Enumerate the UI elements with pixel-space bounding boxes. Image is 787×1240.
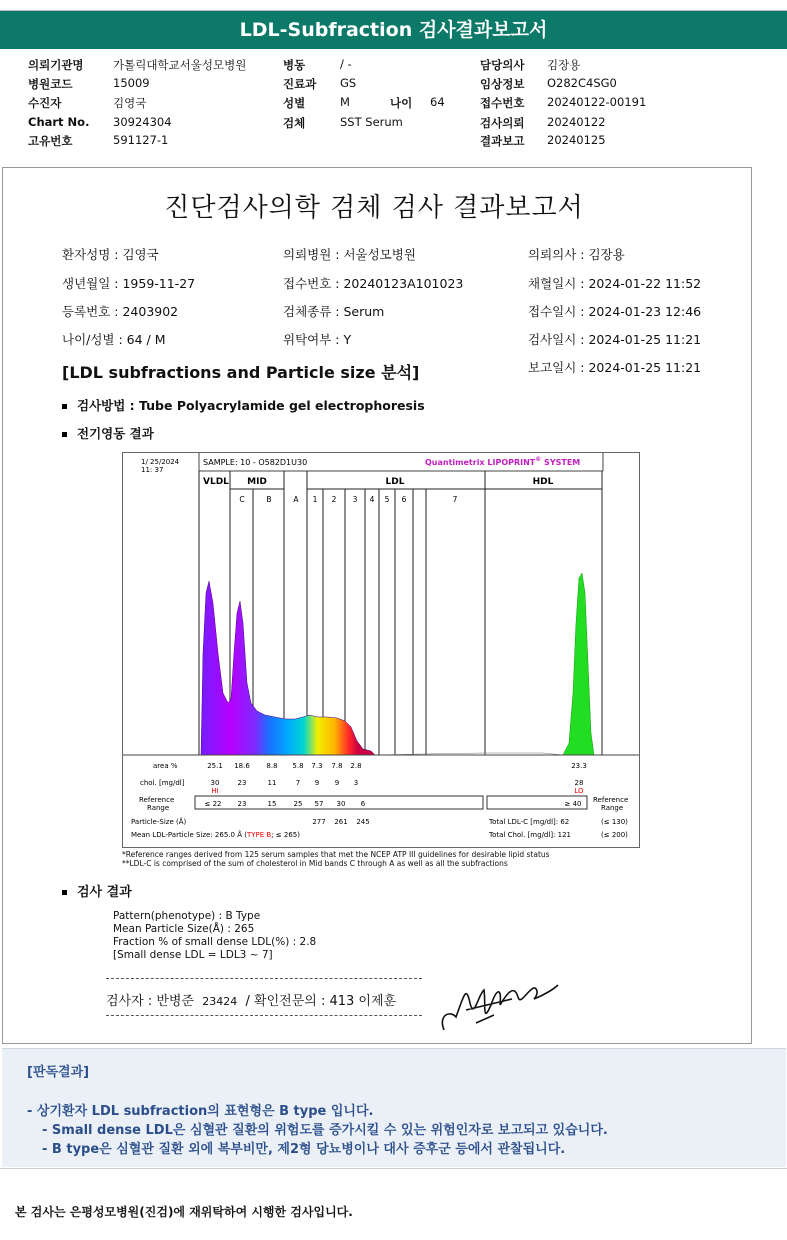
label-report-date: 결과보고: [480, 134, 525, 148]
interpretation-line: - Small dense LDL은 심혈관 질환의 위험도를 증가시킬 수 있는 위험인자로 보고되고 있습니다.: [42, 1123, 608, 1138]
specimen: SST Serum: [340, 115, 403, 129]
doctor: 김장용: [547, 58, 581, 72]
bullet-icon: [62, 404, 67, 409]
chart-no: 30924304: [113, 115, 172, 129]
patient-info-item: 검체종류 : Serum: [283, 304, 385, 319]
method-line: [62, 396, 425, 414]
bullet-icon: [62, 890, 67, 895]
chol-value: 30: [210, 779, 220, 787]
total-ldl: Total LDL-C [mg/dl]: 62: [489, 818, 570, 826]
label-sex: 성별: [283, 96, 306, 110]
interpretation-line: - 상기환자 LDL subfraction의 표현형은 B type 입니다.: [27, 1104, 374, 1119]
area-value: 5.8: [292, 762, 304, 770]
ldl-curve: [201, 581, 375, 755]
result-heading: [62, 881, 132, 900]
label-receipt-no: 접수번호: [480, 96, 525, 110]
label-dept: 진료과: [283, 77, 317, 91]
result-line: Pattern(phenotype) : B Type: [113, 910, 261, 922]
patient-info-item: 접수일시 : 2024-01-23 12:46: [528, 304, 702, 319]
footnote: *Reference ranges derived from 125 serum samples that met the NCEP ATP III guidelines for desirable lipid status: [122, 850, 550, 859]
header-col1-0: 의뢰기관명: [28, 58, 84, 72]
ref-label-right-2: Range: [601, 804, 624, 812]
label-doctor: 담당의사: [480, 58, 525, 72]
area-value: 7.8: [331, 762, 343, 770]
label-request-date: 검사의뢰: [480, 116, 525, 130]
label-chart-no: Chart No.: [28, 115, 90, 129]
label-ward: 병동: [283, 58, 306, 72]
chol-value: 9: [314, 779, 320, 787]
receipt-no: 20240122-00191: [547, 95, 647, 109]
patient-info-item: 의뢰병원 : 서울성모병원: [283, 247, 416, 262]
ward: / -: [340, 57, 352, 71]
label-patient: 수진자: [28, 96, 62, 110]
unique-no: 591127-1: [113, 133, 169, 147]
ref-label-left-2: Range: [147, 804, 170, 812]
band-label: 3: [352, 495, 358, 504]
ref-value: ≤ 22: [204, 800, 222, 808]
band-label: A: [293, 495, 299, 504]
chol-value: 11: [267, 779, 277, 787]
electro-text: 전기영동 결과: [77, 426, 154, 441]
label-age: 나이: [390, 96, 413, 110]
analysis-section-title: [LDL subfractions and Particle size 분석]: [62, 363, 420, 382]
dept: GS: [340, 76, 357, 90]
sex: M: [340, 95, 350, 109]
group-label-ldl: LDL: [385, 477, 405, 487]
band-label: 1: [312, 495, 318, 504]
chol-value: 9: [334, 779, 340, 787]
band-label: B: [266, 495, 272, 504]
bullet-icon: [62, 432, 67, 437]
result-line: Fraction % of small dense LDL(%) : 2.8: [113, 936, 317, 948]
report-banner: LDL-Subfraction 검사결과보고서: [0, 10, 787, 49]
lipoprint-chart: [122, 452, 640, 848]
lipoprint-chart-svg: [123, 453, 639, 847]
footer-divider: [0, 1168, 787, 1169]
patient-info-item: 나이/성별 : 64 / M: [62, 332, 166, 347]
band-label: 7: [452, 495, 458, 504]
interpretation-heading: [판독결과]: [27, 1065, 90, 1080]
ref-value-hdl: ≥ 40: [564, 800, 582, 808]
signer-name: 검사자 : 반병준: [106, 994, 194, 1009]
group-label-vldl: VLDL: [203, 477, 229, 487]
flag-lo: LO: [574, 787, 584, 795]
mean-particle: Mean LDL-Particle Size: 265.0 Å (TYPE B; ≤ 265): [131, 831, 300, 839]
age: 64: [430, 95, 445, 109]
patient-info-item: 생년월일 : 1959-11-27: [62, 276, 196, 291]
group-label-mid: MID: [247, 477, 267, 487]
report-time: 보고일시 : 2024-01-25 11:21: [528, 360, 702, 375]
signer-line: [106, 990, 396, 1009]
report-title: 진단검사의학 검체 검사 결과보고서: [164, 193, 584, 223]
band-label: 6: [401, 495, 407, 504]
chart-time: 11: 37: [141, 466, 164, 474]
hospital-name: 가톨릭대학교서울성모병원: [113, 58, 247, 72]
particle-value: 277: [312, 818, 326, 826]
report-date: 20240125: [547, 133, 606, 147]
ref-value: 6: [360, 800, 366, 808]
ref-label-right: Reference: [593, 796, 629, 804]
label-specimen: 검체: [283, 116, 306, 130]
patient-name: 김영국: [113, 96, 147, 110]
chart-brand: Quantimetrix LIPOPRINT® SYSTEM: [425, 456, 581, 467]
label-clinical-info: 임상정보: [480, 77, 525, 91]
chol-value: 7: [295, 779, 301, 787]
patient-info-item: 등록번호 : 2403902: [62, 304, 179, 319]
ref-value: 57: [314, 800, 324, 808]
total-ldl-ref: (≤ 130): [601, 818, 628, 826]
area-value: 7.3: [311, 762, 323, 770]
group-label-hdl: HDL: [532, 477, 554, 487]
result-heading-text: 검사 결과: [77, 885, 132, 900]
request-date: 20240122: [547, 115, 606, 129]
dashed-divider: [106, 1015, 422, 1016]
patient-info-item: 접수번호 : 20240123A101023: [283, 276, 464, 291]
signature-image: [436, 975, 564, 1037]
ref-value: 15: [267, 800, 277, 808]
patient-info-item: 위탁여부 : Y: [283, 332, 352, 347]
hdl-curve: [563, 573, 594, 755]
label-hospital-code: 병원코드: [28, 77, 73, 91]
band-label: 2: [331, 495, 337, 504]
total-chol: Total Chol. [mg/dl]: 121: [489, 831, 571, 839]
footer-note: 본 검사는 은평성모병원(진검)에 재위탁하여 시행한 검사입니다.: [15, 1205, 353, 1219]
dashed-divider: [106, 978, 422, 979]
interpretation-line: - B type은 심혈관 질환 외에 복부비만, 제2형 당뇨병이나 대사 증후군 등에서 관찰됩니다.: [42, 1142, 566, 1157]
patient-info-item: 채혈일시 : 2024-01-22 11:52: [528, 276, 702, 291]
result-line: [Small dense LDL = LDL3 ~ 7]: [113, 949, 273, 961]
particle-value: 245: [356, 818, 370, 826]
flag-hi: HI: [211, 787, 219, 795]
area-value: 2.8: [350, 762, 362, 770]
area-value: 8.8: [266, 762, 278, 770]
patient-info-item: 환자성명 : 김영국: [62, 247, 159, 262]
patient-info-item: 의뢰의사 : 김장용: [528, 247, 625, 262]
particle-value: 261: [334, 818, 348, 826]
ref-value: 23: [237, 800, 247, 808]
area-value-hdl: 23.3: [571, 762, 587, 770]
label-unique-no: 고유번호: [28, 134, 73, 148]
ref-value: 25: [293, 800, 303, 808]
area-label: area %: [153, 762, 178, 770]
area-value: 18.6: [234, 762, 250, 770]
band-label: 4: [369, 495, 375, 504]
chol-value: 3: [353, 779, 359, 787]
area-value: 25.1: [207, 762, 223, 770]
chol-label: chol. [mg/dl]: [140, 779, 185, 787]
patient-info-item: 검사일시 : 2024-01-25 11:21: [528, 332, 702, 347]
ref-label-left: Reference: [139, 796, 175, 804]
clinical-info: O282C4SG0: [547, 76, 617, 90]
interpretation-panel: [2, 1048, 786, 1167]
chart-date: 1/ 25/2024: [141, 458, 180, 466]
total-chol-ref: (≤ 200): [601, 831, 628, 839]
electro-line: [62, 424, 154, 442]
data-table: [131, 762, 628, 839]
method-text: 검사방법 : Tube Polyacrylamide gel electrophoresis: [77, 398, 425, 413]
chart-sample: SAMPLE: 10 - O582D1U30: [203, 458, 308, 467]
footnote: **LDL-C is comprised of the sum of cholesterol in Mid bands C through A as well as all the subfractions: [122, 859, 508, 868]
hospital-code: 15009: [113, 76, 150, 90]
band-labels: [239, 495, 457, 504]
confirm-doctor: / 확인전문의 : 413 이제훈: [245, 994, 397, 1009]
chol-value-hdl: 28: [574, 779, 584, 787]
ref-value: 30: [336, 800, 346, 808]
band-label: C: [239, 495, 245, 504]
result-line: Mean Particle Size(Å) : 265: [113, 923, 255, 935]
chol-value: 23: [237, 779, 247, 787]
band-label: 5: [384, 495, 390, 504]
signer-code: 23424: [202, 995, 238, 1008]
particle-label: Particle-Size (Å): [131, 818, 187, 826]
